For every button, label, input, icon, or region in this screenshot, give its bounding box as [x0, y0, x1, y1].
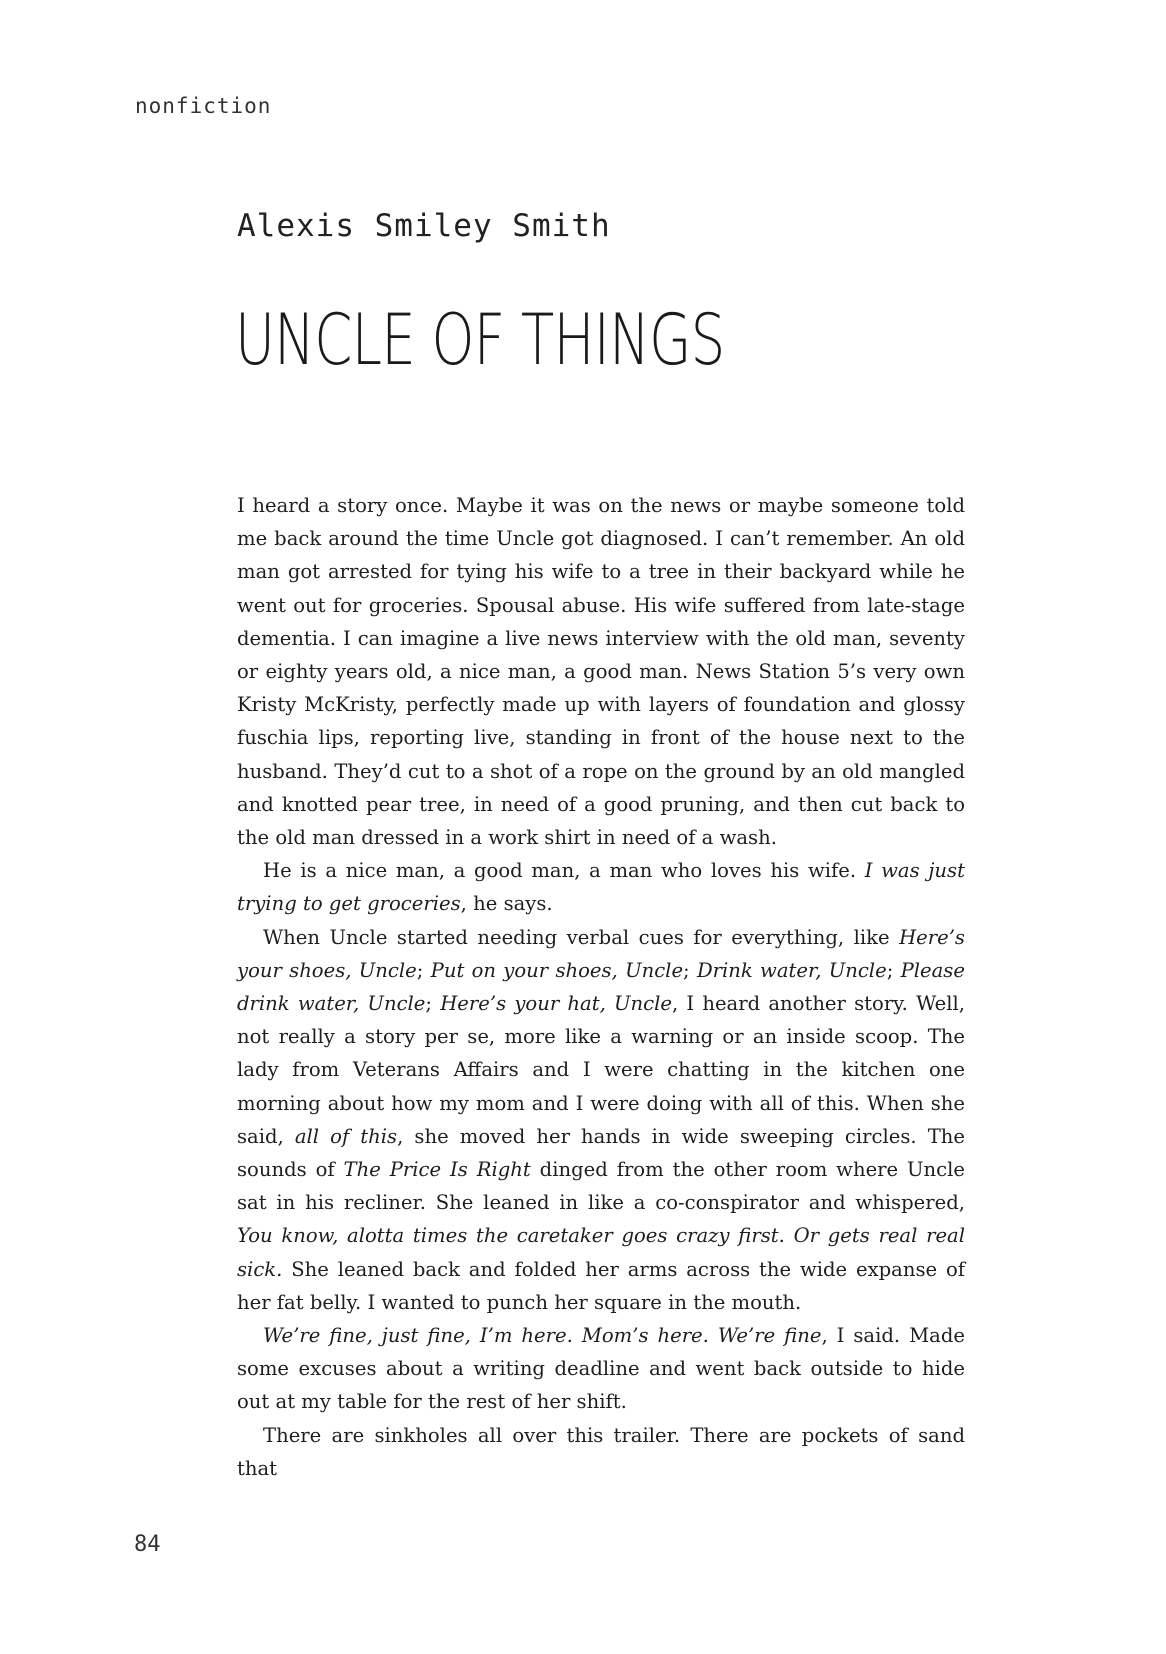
article-body — [237, 489, 965, 1485]
paragraph-text: I heard a story once. Maybe it was on the news or maybe someone told me back around the time Uncle got diagnosed. I can’t remember. An old man got arrested for tying his wife to a tree in their backyard while he went out for groceries. Spousal abuse. His wife suffered from late-stage dementia. I can imagine a live news interview with the old man, seventy or eighty years old, a nice man, a good man. News Station 5’s very own Kristy McKristy, perfectly made up with layers of foundation and glossy fuschia lips, reporting live, standing in front of the house next to the husband. They’d cut to a shot of a rope on the ground by an old mangled and knotted pear tree, in need of a good pruning, and then cut back to the old man dressed in a work shirt in need of a wash. — [237, 494, 965, 850]
paragraph-text: dinged from the other room where Uncle sat in his recliner. She leaned in like a co-conspirator and whispered, — [237, 1158, 965, 1215]
paragraph-text: , I heard another story. Well, not really a story per se, more like a warning or an inside scoop. The lady from Veterans Affairs and I were chatting in the kitchen one morning about how my mom and I were doing with all of this. When she said, — [237, 992, 965, 1148]
paragraph-text: He is a nice man, a good man, a man who loves his wife. — [263, 859, 865, 883]
italic-text: Here’s your shoes, Uncle — [237, 925, 965, 982]
paragraph-text: There are sinkholes all over this trailer. There are pockets of sand that — [237, 1423, 965, 1480]
page-number: 84 — [134, 1532, 161, 1557]
section-label: nonfiction — [135, 94, 272, 118]
paragraph-text: ; — [416, 958, 431, 982]
article-title: UNCLE OF THINGS — [235, 299, 725, 381]
italic-text: You know, alotta times the caretaker goes crazy first. Or gets real real sick. — [237, 1224, 965, 1281]
italic-text: Drink water, Uncle — [696, 958, 887, 982]
author-name: Alexis Smiley Smith — [237, 208, 611, 244]
italic-text: Please drink water, Uncle — [237, 958, 965, 1016]
paragraph — [237, 489, 965, 854]
italic-text: I was just trying to get groceries — [237, 859, 965, 916]
paragraph — [237, 1419, 965, 1485]
paragraph-text: ; — [425, 992, 441, 1016]
paragraph-text: , he says. — [460, 892, 553, 916]
paragraph-text: When Uncle started needing verbal cues for everything, like — [263, 925, 900, 949]
italic-text: all of this — [294, 1124, 398, 1148]
paragraph — [237, 854, 965, 920]
italic-text: Put on your shoes, Uncle — [430, 958, 684, 982]
paragraph-text: ; — [886, 958, 901, 982]
paragraph-text: , she moved her hands in wide sweeping circles. The sounds of — [237, 1124, 965, 1182]
paragraph — [237, 1319, 965, 1419]
italic-text: Here’s your hat, Uncle — [440, 992, 672, 1016]
italic-text: The Price Is Right — [343, 1158, 531, 1182]
paragraph-text: ; — [683, 958, 697, 982]
paragraph — [237, 921, 965, 1319]
paragraph-text: She leaned back and folded her arms across the wide expanse of her fat belly. I wanted to punch her square in the mouth. — [237, 1257, 965, 1314]
paragraph-text: , I said. Made some excuses about a writing deadline and went back outside to hide out at my table for the rest of her shift. — [237, 1324, 966, 1414]
italic-text: We’re fine, just fine, I’m here. Mom’s here. We’re fine — [263, 1324, 822, 1348]
